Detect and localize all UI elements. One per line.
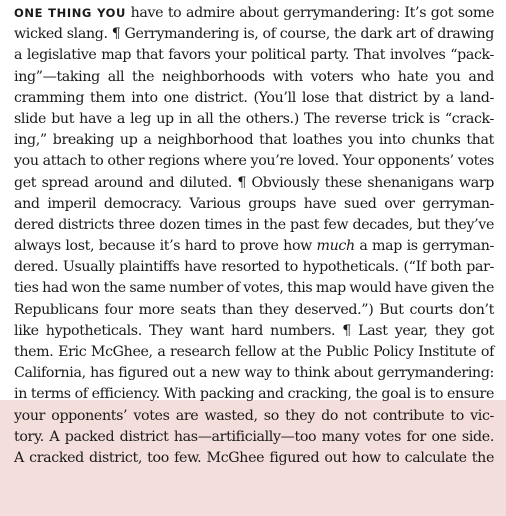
- text-line-8: you attach to other regions where you’re loved. Your opponents’ votes: [14, 153, 494, 170]
- text-line-17: them. Eric McGhee, a research fellow at the Public Policy Institute of: [14, 344, 494, 360]
- text-line-13: dered. Usually plaintiffs have resorted to hypotheticals. (“If both par-: [14, 259, 494, 276]
- text-line-7: ing,” breaking up a neighborhood that loathes you into chunks that: [14, 132, 494, 149]
- text-line-21: tory. A packed district has—artificially—too many votes for one side.: [14, 428, 494, 445]
- text-line-20: your opponents’ votes are wasted, so they do not contribute to vic-: [14, 407, 494, 424]
- text-line-15: Republicans four more seats than they deserved.”) But courts don’t: [14, 301, 494, 318]
- text-line-11: dered districts three dozen times in the past few decades, but they’ve: [14, 216, 494, 233]
- article-body: [14, 0, 494, 469]
- text-line-18: California, has figured out a new way to think about gerrymandering:: [14, 365, 494, 382]
- text-line-3: a legislative map that favors your political party. That involves “pack-: [14, 47, 494, 64]
- text-line-6: slide but have a leg up in all the others.) The reverse trick is “crack-: [14, 110, 494, 127]
- text-line-4: ing”—taking all the neighborhoods with voters who hate you and: [14, 68, 494, 85]
- text-line-2: wicked slang. ¶ Gerrymandering is, of course, the dark art of drawing: [14, 26, 494, 43]
- text-line-16: like hypotheticals. They want hard numbers. ¶ Last year, they got: [14, 322, 494, 339]
- text-line-9: get spread around and diluted. ¶ Obviously these shenanigans warp: [14, 174, 494, 191]
- text-line-12: always lost, because it’s hard to prove how much a map is gerryman-: [14, 238, 495, 255]
- text-line-5: cramming them into one district. (You’ll lose that district by a land-: [14, 89, 494, 106]
- text-line-14: ties had won the same number of votes, this map would have given the: [14, 280, 494, 297]
- text-line-22: A cracked district, too few. McGhee figured out how to calculate the: [14, 449, 494, 466]
- text-line-10: and imperil democracy. Various groups have sued over gerryman-: [14, 195, 494, 212]
- text-line-1: ONE THING YOU have to admire about gerrymandering: It’s got some: [14, 5, 494, 21]
- text-line-19: in terms of efficiency. With packing and cracking, the goal is to ensure: [14, 386, 494, 403]
- lead-in: ONE THING YOU: [14, 6, 126, 20]
